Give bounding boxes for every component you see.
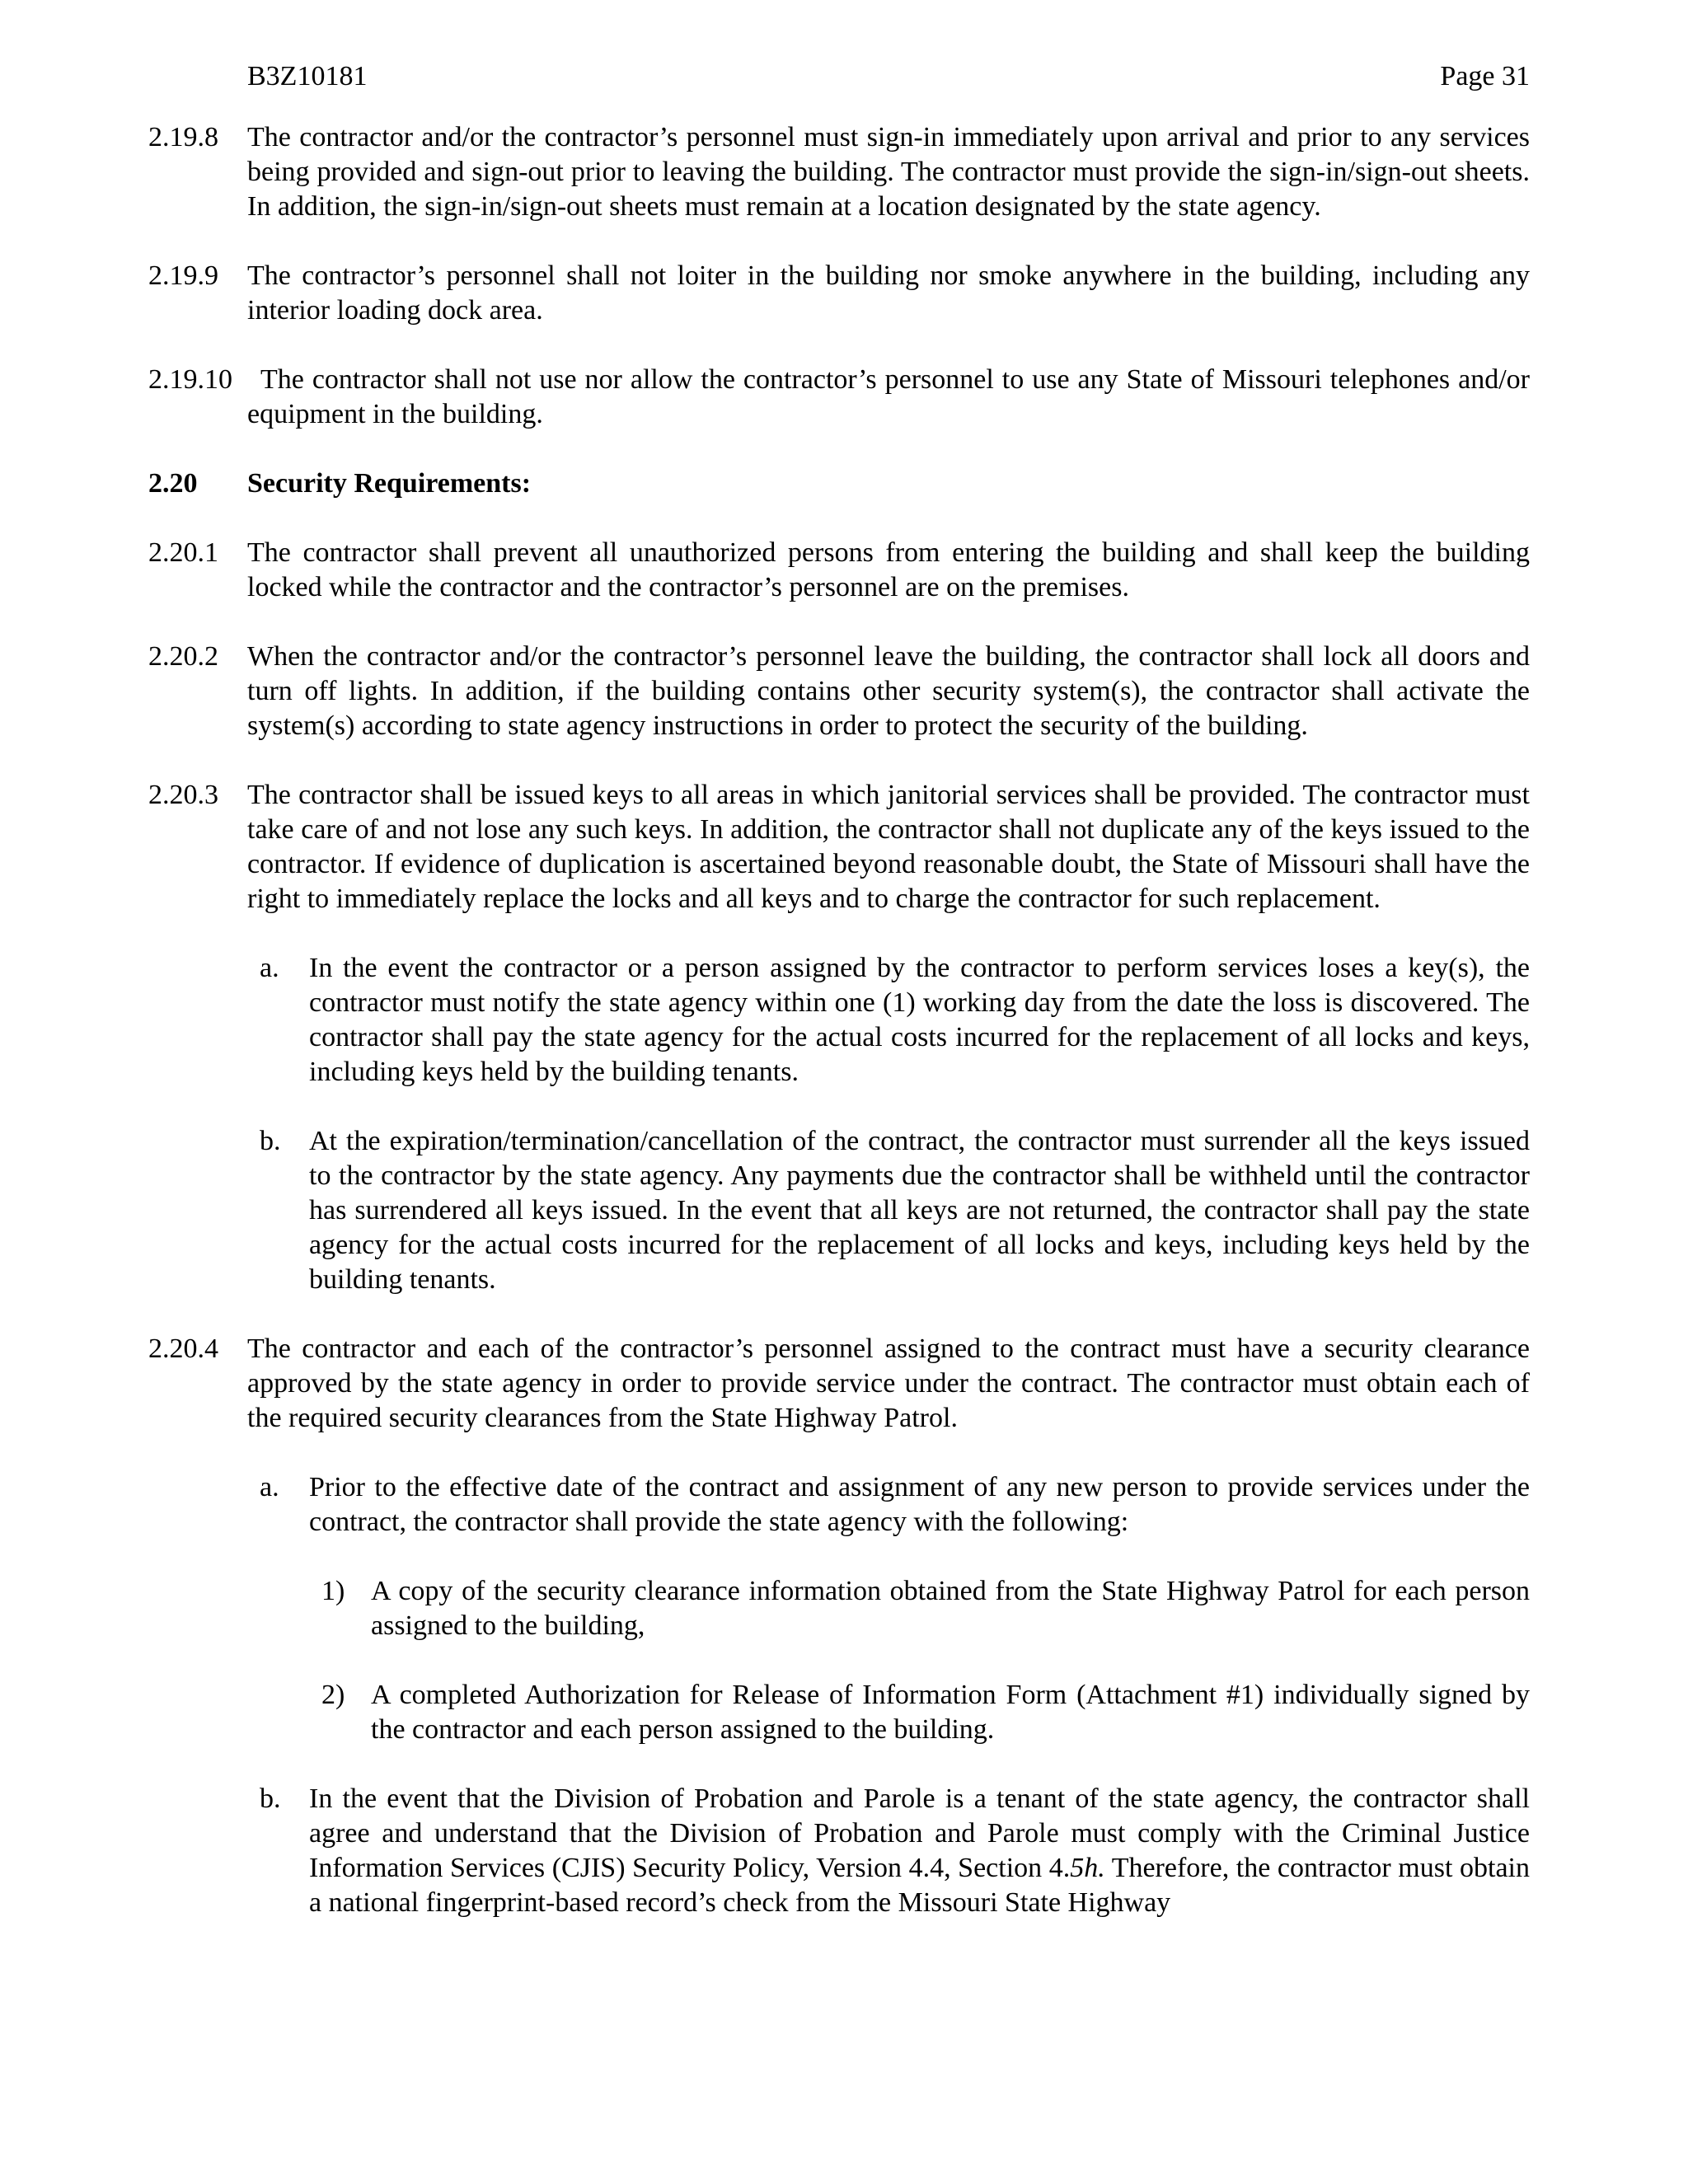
list-item-2-20-4-a-2 (0, 1678, 1688, 1747)
paragraph-text: The contractor shall not use nor allow the contractor’s personnel to use any State of Missouri telephones and/or equipment in the building. (247, 364, 1530, 429)
list-item-number: 1) (321, 1576, 345, 1606)
paragraph-number: 2.20.4 (148, 1333, 218, 1364)
subparagraph-text (309, 1782, 1530, 1920)
subparagraph-text: Prior to the effective date of the contract and assignment of any new person to provide services under the contract, the contractor shall provide the state agency with the following: (309, 1472, 1530, 1537)
paragraph-number: 2.19.9 (148, 260, 218, 291)
list-item-number: 2) (321, 1680, 345, 1710)
subparagraph-text: In the event the contractor or a person assigned by the contractor to perform services loses a key(s), the contractor must notify the state agency within one (1) working day from the date the loss is discovered. The contractor shall pay the state agency for the actual costs incurred for the replacement of all locks and keys, including keys held by the building tenants. (309, 953, 1530, 1087)
paragraph-number: 2.19.8 (148, 122, 218, 152)
section-heading-2-20 (0, 466, 1688, 501)
subparagraph-letter: b. (260, 1783, 281, 1814)
paragraph-text: The contractor shall prevent all unauthorized persons from entering the building and shall keep the building locked while the contractor and the contractor’s personnel are on the premises. (247, 537, 1530, 602)
paragraph-text: When the contractor and/or the contractor’s personnel leave the building, the contractor shall lock all doors and turn off lights. In addition, if the building contains other security system(s), the contractor shall activate the system(s) according to state agency instructions in order to protect the security of the building. (247, 641, 1530, 741)
subparagraph-letter: b. (260, 1126, 281, 1156)
subparagraph-text: At the expiration/termination/cancellation of the contract, the contractor must surrender all the keys issued to the contractor by the state agency. Any payments due the contractor shall be withheld until the contractor has surrendered all keys issued. In the event that all keys are not returned, the contractor shall pay the state agency for the actual costs incurred for the replacement of all locks and keys, including keys held by the building tenants. (309, 1126, 1530, 1295)
paragraph-2-20-3 (0, 778, 1688, 916)
page-number: Page 31 (1440, 61, 1530, 91)
subparagraph-text-part: Therefore, the contractor must obtain a national fingerprint-based record’s check from the Missouri State Highway (309, 1853, 1530, 1918)
paragraph-number: 2.20.2 (148, 641, 218, 672)
section-number: 2.20 (148, 468, 198, 499)
list-item-2-20-4-a-1 (0, 1574, 1688, 1643)
document-id: B3Z10181 (247, 61, 368, 91)
paragraph-number: 2.19.10 (148, 364, 232, 395)
subparagraph-2-20-4-a (0, 1470, 1688, 1540)
subparagraph-2-20-3-a (0, 951, 1688, 1090)
paragraph-text: The contractor and/or the contractor’s personnel must sign-in immediately upon arrival and prior to any services being provided and sign-out prior to leaving the building. The contractor must provide the sign-in/sign-out sheets. In addition, the sign-in/sign-out sheets must remain at a location designated by the state agency. (247, 122, 1530, 222)
paragraph-number: 2.20.1 (148, 537, 218, 568)
paragraph-text: The contractor’s personnel shall not loiter in the building nor smoke anywhere in the building, including any interior loading dock area. (247, 260, 1530, 326)
subparagraph-2-20-4-b (0, 1782, 1688, 1920)
subparagraph-letter: a. (260, 1472, 279, 1502)
paragraph-2-19-10 (0, 363, 1688, 432)
paragraph-2-19-8 (0, 120, 1688, 224)
subparagraph-letter: a. (260, 953, 279, 983)
paragraph-2-19-9 (0, 259, 1688, 328)
subparagraph-2-20-3-b (0, 1124, 1688, 1297)
paragraph-text: The contractor shall be issued keys to all areas in which janitorial services shall be provided. The contractor must take care of and not lose any such keys. In addition, the contractor shall not duplicate any of the keys issued to the contractor. If evidence of duplication is ascertained beyond reasonable doubt, the State of Missouri shall have the right to immediately replace the locks and all keys and to charge the contractor for such replacement. (247, 780, 1530, 914)
subparagraph-text-italic: 5h. (1070, 1853, 1105, 1883)
paragraph-number: 2.20.3 (148, 780, 218, 810)
document-body (0, 120, 1688, 1955)
list-item-text: A completed Authorization for Release of Information Form (Attachment #1) individually signed by the contractor and each person assigned to the building. (371, 1680, 1530, 1745)
paragraph-2-20-4 (0, 1332, 1688, 1436)
section-title: Security Requirements: (247, 468, 532, 499)
paragraph-2-20-1 (0, 536, 1688, 605)
list-item-text: A copy of the security clearance information obtained from the State Highway Patrol for each person assigned to the building, (371, 1576, 1530, 1641)
paragraph-2-20-2 (0, 640, 1688, 743)
paragraph-text: The contractor and each of the contractor’s personnel assigned to the contract must have a security clearance approved by the state agency in order to provide service under the contract. The contractor must obtain each of the required security clearances from the State Highway Patrol. (247, 1333, 1530, 1433)
subparagraph-text-part: In the event that the Division of Probation and Parole is a tenant of the state agency, the contractor shall agree and understand that the Division of Probation and Parole must comply with the Criminal Justice Information Services (CJIS) Security Policy, Version 4.4, Section 4. (309, 1783, 1530, 1883)
